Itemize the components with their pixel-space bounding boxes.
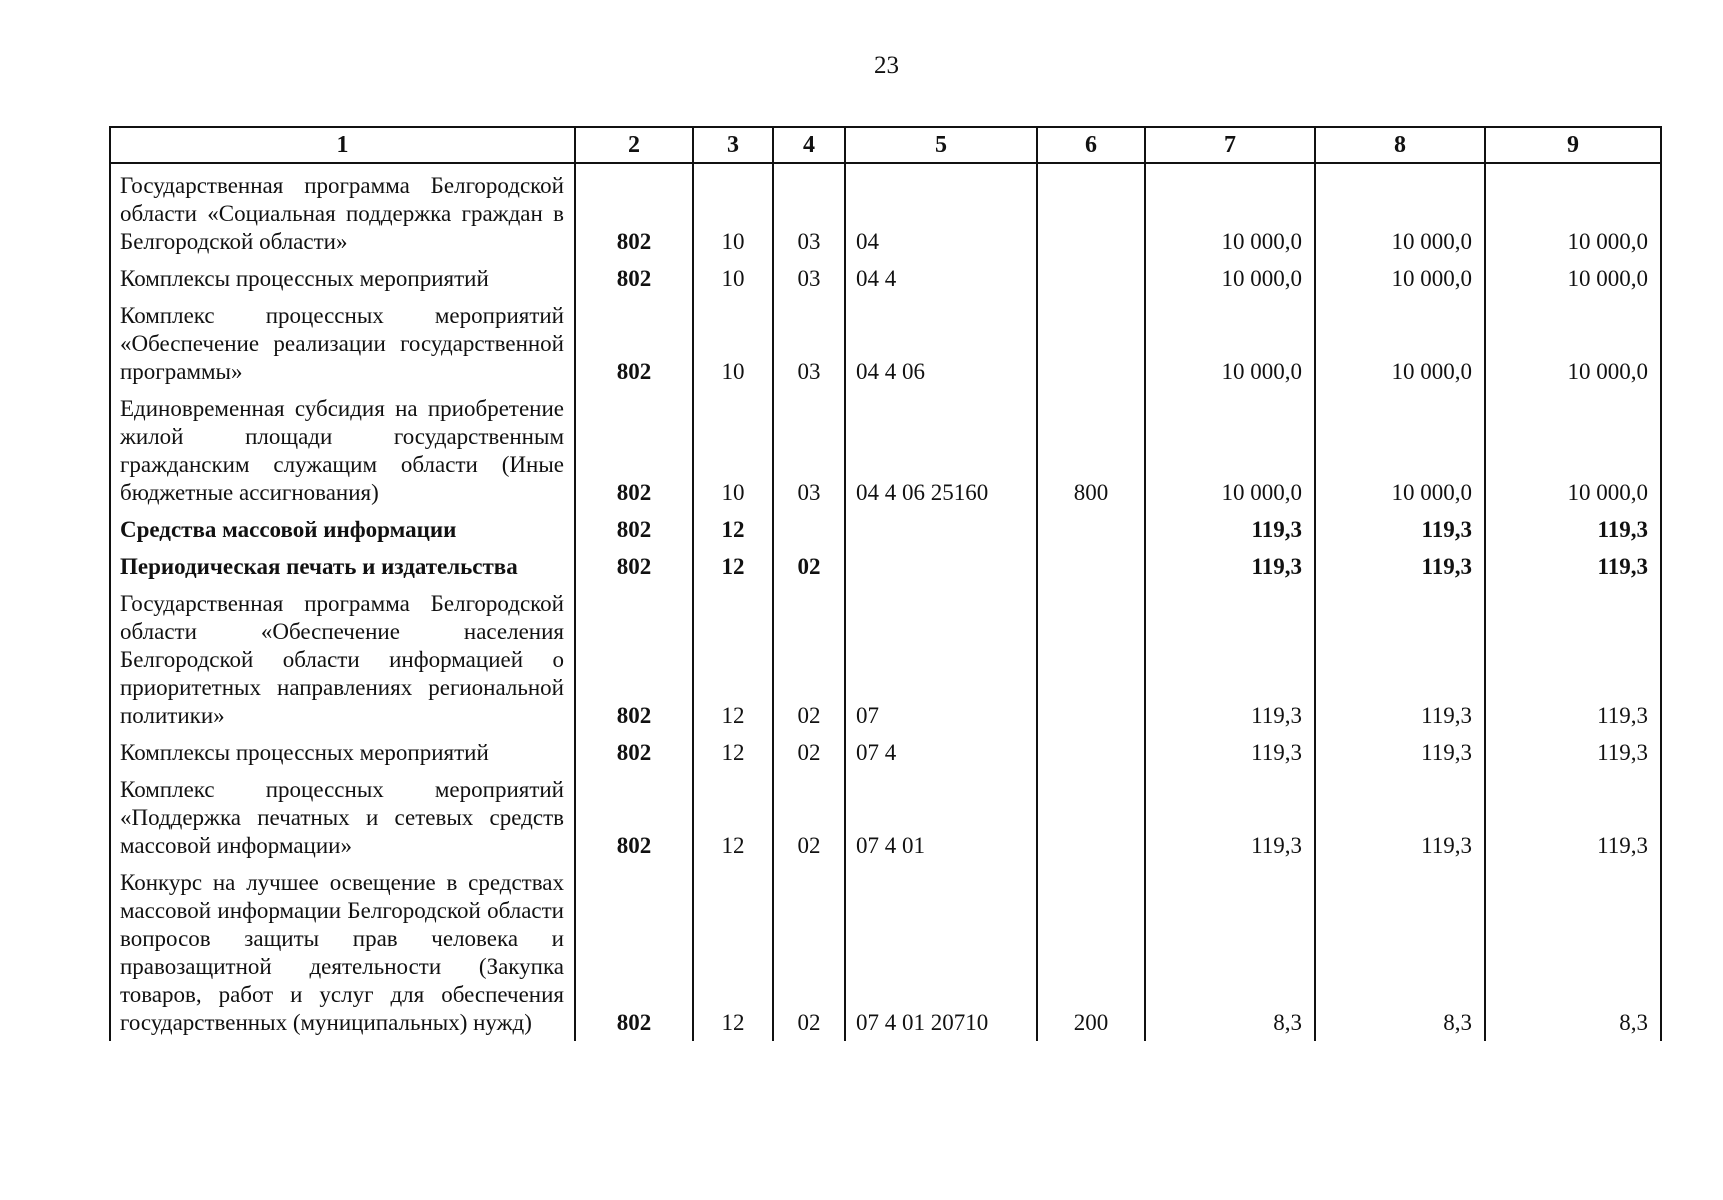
table-row <box>110 511 1661 548</box>
target-article-code: 04 4 <box>845 260 1037 297</box>
column-header: 1 <box>110 127 575 163</box>
table-row <box>110 771 1661 864</box>
amount-col-7: 10 000,0 <box>1145 163 1315 260</box>
item-name: Государственная программа Белгородской области «Социальная поддержка граждан в Белгородской области» <box>110 163 575 260</box>
table-row <box>110 163 1661 260</box>
subsection-code: 03 <box>773 163 845 260</box>
section-code: 10 <box>693 297 773 390</box>
item-name: Комплексы процессных мероприятий <box>110 260 575 297</box>
ministry-code: 802 <box>575 260 693 297</box>
target-article-code <box>845 511 1037 548</box>
table-body <box>110 163 1661 1041</box>
amount-col-7: 10 000,0 <box>1145 297 1315 390</box>
column-header: 6 <box>1037 127 1145 163</box>
subsection-code: 02 <box>773 864 845 1041</box>
subsection-code: 02 <box>773 771 845 864</box>
ministry-code: 802 <box>575 163 693 260</box>
subsection-code: 03 <box>773 297 845 390</box>
target-article-code: 07 <box>845 585 1037 734</box>
subsection-code: 03 <box>773 390 845 511</box>
column-header: 3 <box>693 127 773 163</box>
ministry-code: 802 <box>575 548 693 585</box>
amount-col-8: 119,3 <box>1315 585 1485 734</box>
amount-col-7: 119,3 <box>1145 585 1315 734</box>
amount-col-8: 10 000,0 <box>1315 297 1485 390</box>
expense-type-code <box>1037 260 1145 297</box>
subsection-code: 02 <box>773 734 845 771</box>
amount-col-9: 10 000,0 <box>1485 390 1661 511</box>
table-row <box>110 297 1661 390</box>
amount-col-8: 10 000,0 <box>1315 390 1485 511</box>
amount-col-8: 10 000,0 <box>1315 260 1485 297</box>
target-article-code: 04 4 06 <box>845 297 1037 390</box>
amount-col-9: 119,3 <box>1485 511 1661 548</box>
amount-col-9: 119,3 <box>1485 734 1661 771</box>
ministry-code: 802 <box>575 771 693 864</box>
amount-col-9: 119,3 <box>1485 585 1661 734</box>
section-code: 12 <box>693 734 773 771</box>
amount-col-7: 119,3 <box>1145 771 1315 864</box>
column-header: 7 <box>1145 127 1315 163</box>
amount-col-8: 119,3 <box>1315 548 1485 585</box>
table-row <box>110 548 1661 585</box>
expense-type-code: 800 <box>1037 390 1145 511</box>
budget-table <box>109 126 1662 1041</box>
ministry-code: 802 <box>575 864 693 1041</box>
item-name: Средства массовой информации <box>110 511 575 548</box>
section-code: 12 <box>693 585 773 734</box>
table-header-row <box>110 127 1661 163</box>
column-header: 5 <box>845 127 1037 163</box>
column-header: 2 <box>575 127 693 163</box>
subsection-code <box>773 511 845 548</box>
amount-col-7: 119,3 <box>1145 548 1315 585</box>
subsection-code: 02 <box>773 585 845 734</box>
column-header: 8 <box>1315 127 1485 163</box>
expense-type-code <box>1037 163 1145 260</box>
item-name: Единовременная субсидия на приобретение жилой площади государственным гражданским служащим области (Иные бюджетные ассигнования) <box>110 390 575 511</box>
table-row <box>110 390 1661 511</box>
target-article-code: 07 4 01 <box>845 771 1037 864</box>
table-row <box>110 734 1661 771</box>
expense-type-code <box>1037 511 1145 548</box>
ministry-code: 802 <box>575 297 693 390</box>
amount-col-7: 8,3 <box>1145 864 1315 1041</box>
expense-type-code <box>1037 734 1145 771</box>
amount-col-8: 10 000,0 <box>1315 163 1485 260</box>
amount-col-9: 10 000,0 <box>1485 297 1661 390</box>
amount-col-9: 10 000,0 <box>1485 260 1661 297</box>
item-name: Комплекс процессных мероприятий «Обеспечение реализации государственной программы» <box>110 297 575 390</box>
amount-col-7: 10 000,0 <box>1145 390 1315 511</box>
section-code: 10 <box>693 260 773 297</box>
page-number: 23 <box>874 52 899 79</box>
target-article-code: 04 <box>845 163 1037 260</box>
amount-col-8: 119,3 <box>1315 771 1485 864</box>
expense-type-code: 200 <box>1037 864 1145 1041</box>
section-code: 12 <box>693 548 773 585</box>
item-name: Периодическая печать и издательства <box>110 548 575 585</box>
column-header: 9 <box>1485 127 1661 163</box>
target-article-code: 07 4 <box>845 734 1037 771</box>
table-row <box>110 260 1661 297</box>
amount-col-7: 119,3 <box>1145 734 1315 771</box>
target-article-code <box>845 548 1037 585</box>
amount-col-9: 8,3 <box>1485 864 1661 1041</box>
section-code: 12 <box>693 771 773 864</box>
expense-type-code <box>1037 771 1145 864</box>
expense-type-code <box>1037 297 1145 390</box>
amount-col-8: 119,3 <box>1315 511 1485 548</box>
expense-type-code <box>1037 585 1145 734</box>
expense-type-code <box>1037 548 1145 585</box>
item-name: Государственная программа Белгородской области «Обеспечение населения Белгородской области информацией о приоритетных направлениях региональной политики» <box>110 585 575 734</box>
table-row <box>110 864 1661 1041</box>
item-name: Конкурс на лучшее освещение в средствах массовой информации Белгородской области вопросов защиты прав человека и правозащитной деятельности (Закупка товаров, работ и услуг для обеспечения государственных (муниципальных) нужд) <box>110 864 575 1041</box>
target-article-code: 07 4 01 20710 <box>845 864 1037 1041</box>
table-row <box>110 585 1661 734</box>
amount-col-8: 8,3 <box>1315 864 1485 1041</box>
subsection-code: 02 <box>773 548 845 585</box>
amount-col-7: 119,3 <box>1145 511 1315 548</box>
amount-col-9: 119,3 <box>1485 771 1661 864</box>
amount-col-7: 10 000,0 <box>1145 260 1315 297</box>
amount-col-9: 119,3 <box>1485 548 1661 585</box>
target-article-code: 04 4 06 25160 <box>845 390 1037 511</box>
section-code: 12 <box>693 511 773 548</box>
section-code: 10 <box>693 390 773 511</box>
section-code: 10 <box>693 163 773 260</box>
ministry-code: 802 <box>575 734 693 771</box>
ministry-code: 802 <box>575 511 693 548</box>
item-name: Комплекс процессных мероприятий «Поддержка печатных и сетевых средств массовой информации» <box>110 771 575 864</box>
ministry-code: 802 <box>575 585 693 734</box>
amount-col-9: 10 000,0 <box>1485 163 1661 260</box>
section-code: 12 <box>693 864 773 1041</box>
column-header: 4 <box>773 127 845 163</box>
subsection-code: 03 <box>773 260 845 297</box>
ministry-code: 802 <box>575 390 693 511</box>
amount-col-8: 119,3 <box>1315 734 1485 771</box>
item-name: Комплексы процессных мероприятий <box>110 734 575 771</box>
